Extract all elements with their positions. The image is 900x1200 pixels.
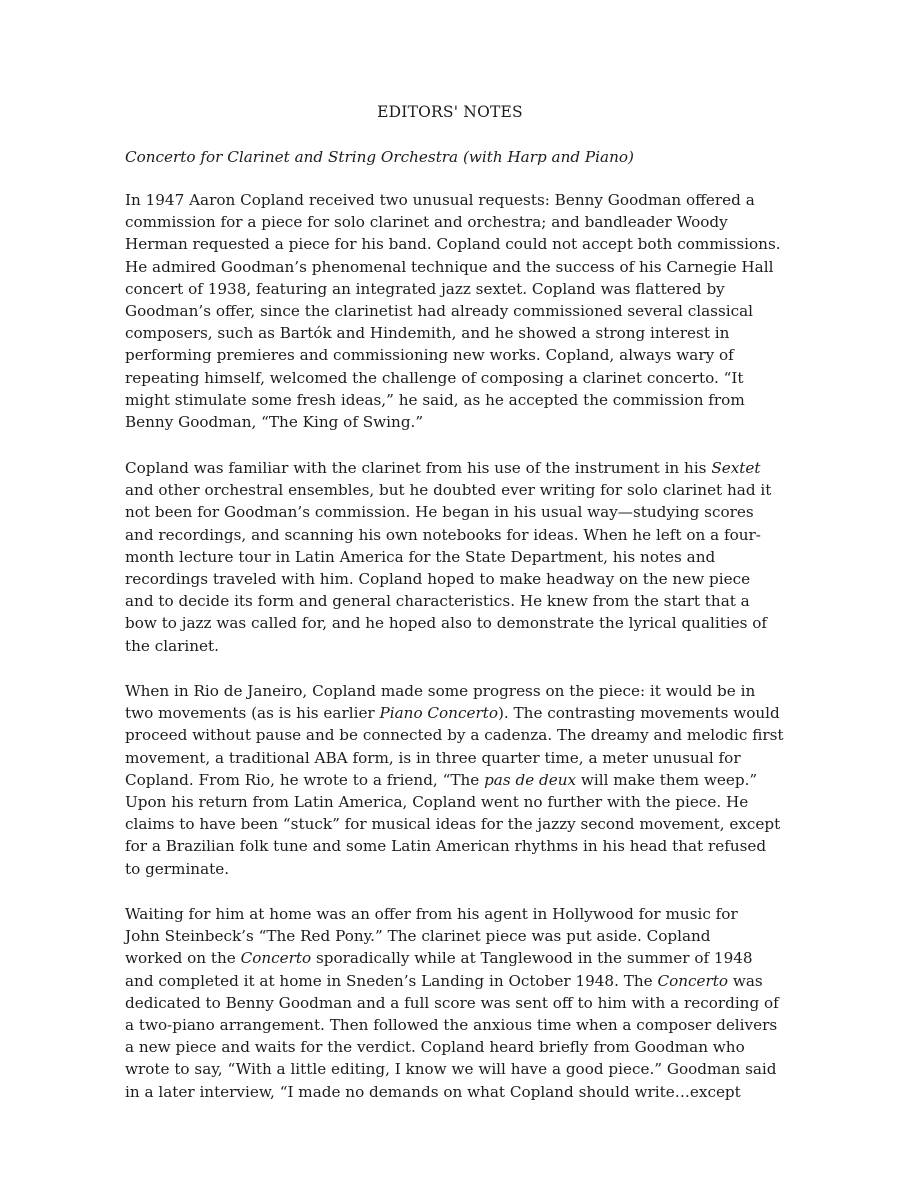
text-line: concert of 1938, featuring an integrated jazz sextet. Copland was flattered by [125,279,725,298]
text-line: month lecture tour in Latin America for the State Department, his notes and [125,547,716,566]
paragraph-3 [125,680,785,880]
text-line: the clarinet. [125,636,219,655]
text-line: a new piece and waits for the verdict. Copland heard briefly from Goodman who [125,1038,745,1057]
text-line [125,769,785,791]
text-line: Benny Goodman, “The King of Swing.” [125,412,424,431]
text-line: bow to jazz was called for, and he hoped also to demonstrate the lyrical qualities of [125,614,768,633]
text-line: and other orchestral ensembles, but he doubted ever writing for solo clarinet had it [125,481,772,500]
text-line: John Steinbeck’s “The Red Pony.” The clarinet piece was put aside. Copland [125,927,711,946]
text-line [125,970,785,992]
text-line: in a later interview, “I made no demands on what Copland should write…except [125,1082,741,1101]
text-run: Copland. From Rio, he wrote to a friend, “The [125,770,485,789]
text-run: worked on the [125,949,241,968]
text-line: He admired Goodman’s phenomenal technique and the success of his Carnegie Hall [125,257,774,276]
text-line: wrote to say, “With a little editing, I know we will have a good piece.” Goodman said [125,1060,777,1079]
text-line: claims to have been “stuck” for musical ideas for the jazzy second movement, except [125,815,781,834]
text-line: recordings traveled with him. Copland hoped to make headway on the new piece [125,569,751,588]
text-run: and completed it at home in Sneden’s Landing in October 1948. The [125,971,658,990]
text-line: proceed without pause and be connected by a cadenza. The dreamy and melodic first [125,726,784,745]
text-run: will make them weep.” [576,770,758,789]
italic-title: Concerto [240,949,312,968]
text-line: and to decide its form and general characteristics. He knew from the start that a [125,592,750,611]
text-line: Waiting for him at home was an offer from his agent in Hollywood for music for [125,905,738,923]
text-line: commission for a piece for solo clarinet and orchestra; and bandleader Woody [125,213,728,232]
paragraph-2 [125,457,785,657]
text-line: performing premieres and commissioning new works. Copland, always wary of [125,346,734,365]
text-run: ). The contrasting movements would [497,704,780,723]
text-run: sporadically while at Tanglewood in the summer of 1948 [311,949,753,968]
text-line: Goodman’s offer, since the clarinetist had already commissioned several classical [125,301,754,320]
italic-title: Piano Concerto [379,704,498,723]
text-line: for a Brazilian folk tune and some Latin American rhythms in his head that refused [125,837,767,856]
text-line: repeating himself, welcomed the challenge of composing a clarinet concerto. “It [125,368,744,387]
text-line: not been for Goodman’s commission. He began in his usual way—studying scores [125,503,754,522]
text-line: composers, such as Bartók and Hindemith, and he showed a strong interest in [125,324,730,343]
text-line: to germinate. [125,859,230,878]
text-line: When in Rio de Janeiro, Copland made some progress on the piece: it would be in [125,682,756,700]
italic-title: Concerto [657,971,729,990]
italic-title: Sextet [711,459,761,477]
text-run: Copland was familiar with the clarinet from his use of the instrument in his [125,459,712,477]
paragraph-1 [125,189,785,433]
section-subtitle: Concerto for Clarinet and String Orchestra (with Harp and Piano) [125,148,634,166]
text-line [125,947,785,969]
text-line: and recordings, and scanning his own notebooks for ideas. When he left on a four- [125,525,761,544]
text-line: dedicated to Benny Goodman and a full score was sent off to him with a recording of [125,993,779,1012]
text-line: In 1947 Aaron Copland received two unusual requests: Benny Goodman offered a [125,191,755,209]
text-line [125,457,785,479]
text-run: was [728,971,763,990]
paragraph-4 [125,903,785,1103]
text-line [125,702,785,724]
text-line: movement, a traditional ABA form, is in three quarter time, a meter unusual for [125,748,741,767]
text-line: might stimulate some fresh ideas,” he said, as he accepted the commission from [125,390,745,409]
text-line: a two-piano arrangement. Then followed the anxious time when a composer delivers [125,1015,778,1034]
text-run: two movements (as is his earlier [125,704,380,723]
text-line: Herman requested a piece for his band. Copland could not accept both commissions. [125,235,781,254]
page-title: EDITORS' NOTES [377,103,523,121]
text-line: Upon his return from Latin America, Copland went no further with the piece. He [125,792,749,811]
italic-title: pas de deux [484,770,577,789]
